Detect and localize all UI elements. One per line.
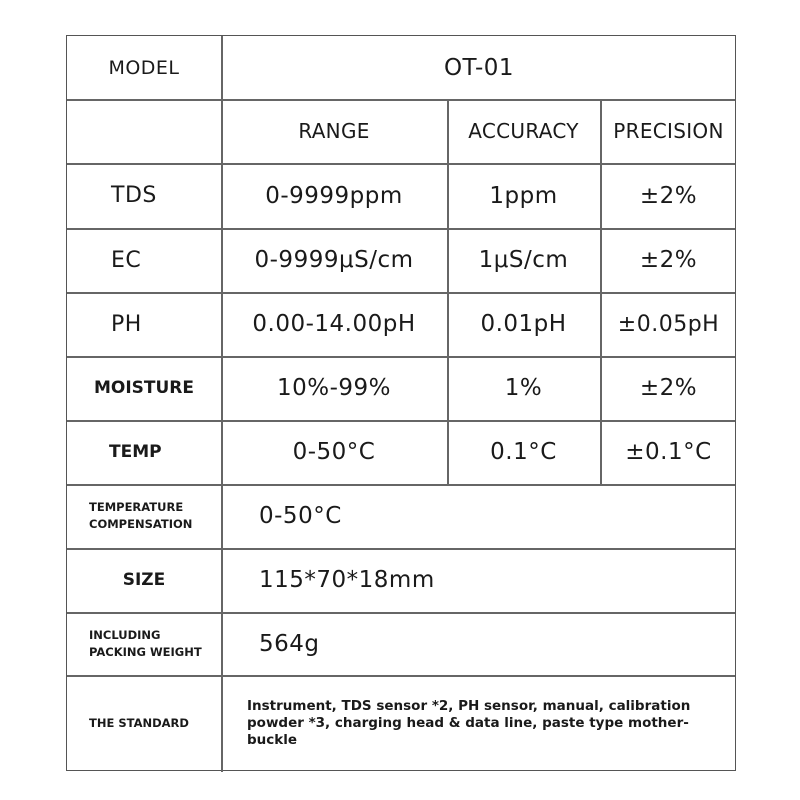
moisture-precision: ±2% (639, 375, 698, 401)
row-label-ph: PH (111, 311, 142, 337)
header-precision: PRECISION (613, 119, 724, 143)
ph-precision: ±0.05pH (617, 311, 720, 337)
ec-precision: ±2% (639, 247, 698, 273)
temp-range: 0-50°C (292, 439, 376, 465)
weight-label: INCLUDING PACKING WEIGHT (89, 627, 202, 659)
moisture-range: 10%-99% (276, 375, 392, 401)
model-value: OT-01 (443, 54, 515, 81)
tds-accuracy: 1ppm (489, 182, 558, 209)
tds-precision: ±2% (639, 182, 698, 209)
spec-table (66, 35, 736, 771)
tds-range: 0-9999ppm (265, 182, 403, 209)
standard-label: THE STANDARD (89, 716, 189, 730)
moisture-accuracy: 1% (504, 375, 543, 401)
ph-accuracy: 0.01pH (480, 311, 567, 337)
temperature-compensation-value: 0-50°C (259, 503, 342, 529)
temperature-compensation-label: TEMPERATURE COMPENSATION (89, 500, 193, 531)
row-label-tds: TDS (111, 183, 157, 208)
size-value: 115*70*18mm (259, 567, 435, 593)
header-accuracy: ACCURACY (468, 119, 579, 143)
row-label-ec: EC (111, 247, 142, 273)
ec-accuracy: 1μS/cm (478, 247, 569, 273)
temp-precision: ±0.1°C (625, 439, 712, 465)
header-range: RANGE (298, 119, 370, 143)
row-label-temp: TEMP (109, 442, 162, 462)
size-label: SIZE (122, 570, 166, 590)
model-label: MODEL (108, 56, 180, 79)
weight-value: 564g (259, 630, 320, 657)
standard-value: Instrument, TDS sensor *2, PH sensor, manual, calibration powder *3, charging head & data line, paste type mother-buckle (247, 698, 691, 748)
row-label-moisture: MOISTURE (93, 378, 195, 398)
temp-accuracy: 0.1°C (490, 439, 557, 465)
ph-range: 0.00-14.00pH (252, 311, 416, 337)
ec-range: 0-9999μS/cm (254, 247, 414, 273)
